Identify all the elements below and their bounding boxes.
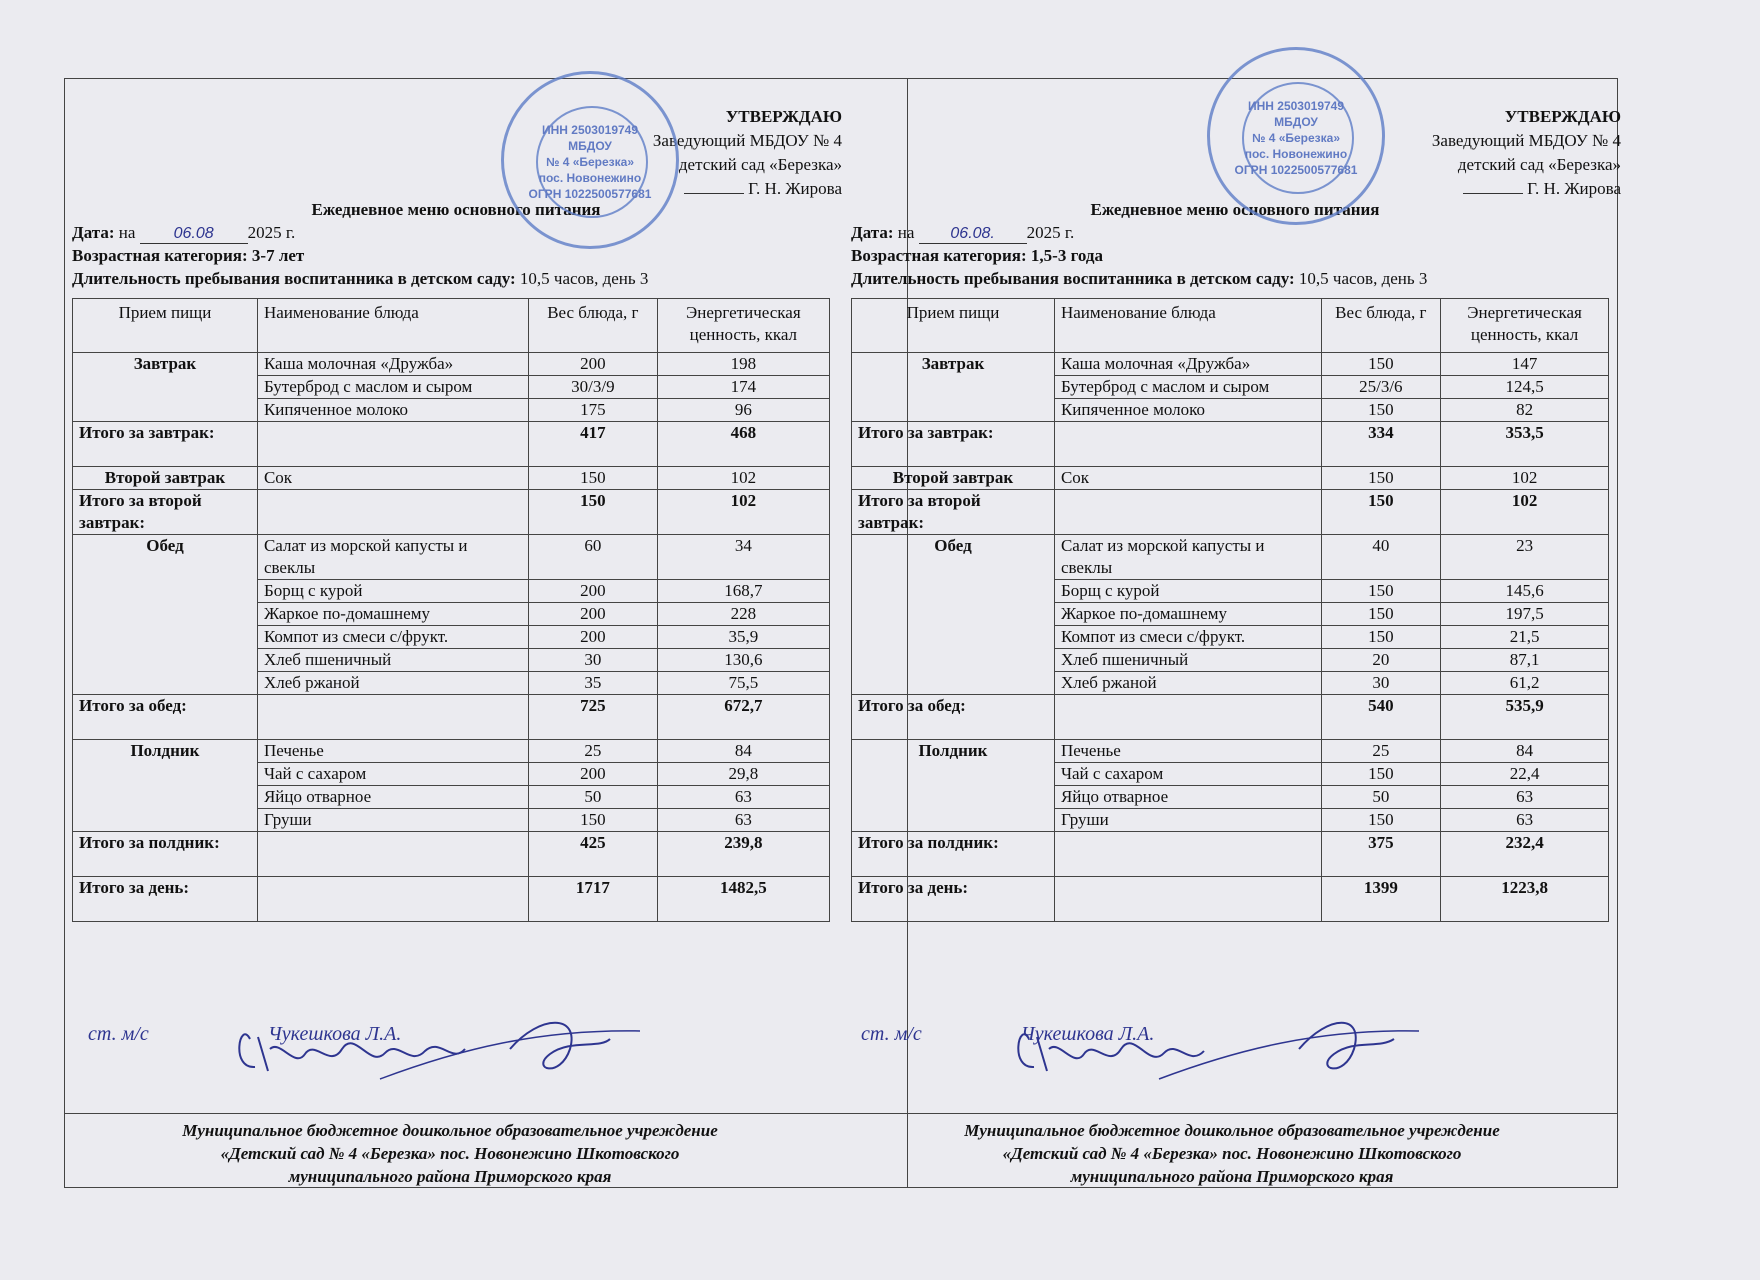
cell-kcal: 228 bbox=[657, 603, 829, 626]
stamp-line: ИНН 2503019749 bbox=[1247, 99, 1345, 113]
approval-position: Заведующий МБДОУ № 4 bbox=[1431, 131, 1621, 150]
cell-meal: Итого за завтрак: bbox=[73, 422, 258, 467]
cell-meal: Итого за второй завтрак: bbox=[73, 490, 258, 535]
cell-dish: Сок bbox=[1054, 467, 1321, 490]
cell-weight: 200 bbox=[529, 353, 658, 376]
cell-kcal: 21,5 bbox=[1441, 626, 1609, 649]
cell-kcal: 672,7 bbox=[657, 695, 829, 740]
table-row bbox=[73, 740, 830, 763]
approval-org: детский сад «Березка» bbox=[1457, 155, 1621, 174]
cell-dish: Жаркое по-домашнему bbox=[257, 603, 528, 626]
cell-meal: Полдник bbox=[73, 740, 258, 832]
cell-weight: 150 bbox=[1321, 353, 1441, 376]
table-row-total bbox=[852, 422, 1609, 467]
cell-kcal: 353,5 bbox=[1441, 422, 1609, 467]
date-suffix: 2025 г. bbox=[247, 223, 296, 242]
cell-kcal: 168,7 bbox=[657, 580, 829, 603]
cell-kcal: 75,5 bbox=[657, 672, 829, 695]
cell-dish: Жаркое по-домашнему bbox=[1054, 603, 1321, 626]
table-row-total bbox=[852, 490, 1609, 535]
cell-dish bbox=[257, 490, 528, 535]
stamp-line: № 4 «Березка» bbox=[545, 155, 634, 169]
approval-org: детский сад «Березка» bbox=[678, 155, 842, 174]
cell-meal: Полдник bbox=[852, 740, 1055, 832]
header-dish: Наименование блюда bbox=[257, 299, 528, 353]
cell-meal: Второй завтрак bbox=[73, 467, 258, 490]
age-label: Возрастная категория: bbox=[72, 246, 248, 265]
cell-weight: 60 bbox=[529, 535, 658, 580]
cell-weight: 25/3/6 bbox=[1321, 376, 1441, 399]
left-approval-block bbox=[653, 105, 842, 201]
approval-title: УТВЕРЖДАЮ bbox=[1504, 107, 1621, 126]
cell-weight: 50 bbox=[529, 786, 658, 809]
cell-kcal: 84 bbox=[657, 740, 829, 763]
table-row-total bbox=[73, 695, 830, 740]
cell-dish: Салат из морской капусты и свеклы bbox=[1054, 535, 1321, 580]
cell-weight: 150 bbox=[1321, 490, 1441, 535]
cell-dish: Компот из смеси с/фрукт. bbox=[257, 626, 528, 649]
cell-meal: Завтрак bbox=[73, 353, 258, 422]
cell-meal: Итого за завтрак: bbox=[852, 422, 1055, 467]
cell-dish bbox=[1054, 832, 1321, 877]
footer-line: муниципального района Приморского края bbox=[1070, 1167, 1394, 1186]
cell-dish: Яйцо отварное bbox=[1054, 786, 1321, 809]
cell-dish: Борщ с курой bbox=[257, 580, 528, 603]
approval-signature-line bbox=[684, 193, 744, 194]
cell-kcal: 61,2 bbox=[1441, 672, 1609, 695]
cell-kcal: 468 bbox=[657, 422, 829, 467]
duration-value: 10,5 часов, день 3 bbox=[1298, 269, 1428, 288]
cell-kcal: 102 bbox=[657, 490, 829, 535]
cell-weight: 150 bbox=[529, 467, 658, 490]
menu-table-left bbox=[72, 298, 830, 922]
left-nurse-title: ст. м/с bbox=[88, 1023, 149, 1045]
table-row-total bbox=[73, 422, 830, 467]
cell-dish bbox=[1054, 877, 1321, 922]
cell-weight: 425 bbox=[529, 832, 658, 877]
cell-weight: 40 bbox=[1321, 535, 1441, 580]
age-value: 3-7 лет bbox=[251, 246, 305, 265]
cell-dish: Сок bbox=[257, 467, 528, 490]
cell-kcal: 239,8 bbox=[657, 832, 829, 877]
menu-table-right bbox=[851, 298, 1609, 922]
menu-sheet bbox=[64, 78, 1621, 1188]
cell-kcal: 22,4 bbox=[1441, 763, 1609, 786]
cell-weight: 20 bbox=[1321, 649, 1441, 672]
menu-meta bbox=[851, 221, 1427, 290]
duration-value: 10,5 часов, день 3 bbox=[519, 269, 649, 288]
cell-dish: Бутерброд с маслом и сыром bbox=[257, 376, 528, 399]
footer-line: «Детский сад № 4 «Березка» пос. Новонежино Шкотовского bbox=[1002, 1144, 1462, 1163]
cell-weight: 200 bbox=[529, 763, 658, 786]
header-dish: Наименование блюда bbox=[1054, 299, 1321, 353]
cell-dish: Борщ с курой bbox=[1054, 580, 1321, 603]
cell-kcal: 102 bbox=[1441, 490, 1609, 535]
table-row bbox=[852, 740, 1609, 763]
date-label: Дата: bbox=[851, 223, 894, 242]
cell-kcal: 96 bbox=[657, 399, 829, 422]
table-row-total bbox=[852, 877, 1609, 922]
right-footer-org bbox=[847, 1115, 1617, 1191]
cell-dish: Груши bbox=[1054, 809, 1321, 832]
cell-weight: 150 bbox=[529, 809, 658, 832]
header-meal: Прием пищи bbox=[73, 299, 258, 353]
stamp-line: ОГРН 1022500577681 bbox=[1234, 163, 1358, 177]
approval-position: Заведующий МБДОУ № 4 bbox=[652, 131, 842, 150]
cell-dish bbox=[257, 695, 528, 740]
table-row-total bbox=[852, 832, 1609, 877]
right-official-stamp bbox=[1207, 47, 1385, 225]
cell-weight: 30/3/9 bbox=[529, 376, 658, 399]
cell-weight: 150 bbox=[529, 490, 658, 535]
cell-dish: Каша молочная «Дружба» bbox=[257, 353, 528, 376]
cell-meal: Второй завтрак bbox=[852, 467, 1055, 490]
table-row bbox=[852, 353, 1609, 376]
cell-kcal: 82 bbox=[1441, 399, 1609, 422]
cell-kcal: 197,5 bbox=[1441, 603, 1609, 626]
cell-dish: Кипяченное молоко bbox=[1054, 399, 1321, 422]
approval-name: Г. Н. Жирова bbox=[1527, 179, 1621, 198]
cell-weight: 25 bbox=[1321, 740, 1441, 763]
cell-weight: 150 bbox=[1321, 626, 1441, 649]
cell-weight: 200 bbox=[529, 603, 658, 626]
cell-dish bbox=[257, 422, 528, 467]
cell-kcal: 145,6 bbox=[1441, 580, 1609, 603]
cell-dish: Яйцо отварное bbox=[257, 786, 528, 809]
cell-kcal: 174 bbox=[657, 376, 829, 399]
cell-kcal: 35,9 bbox=[657, 626, 829, 649]
right-nurse-name: Чукешкова Л.А. bbox=[1021, 1023, 1155, 1045]
cell-weight: 150 bbox=[1321, 399, 1441, 422]
duration-label: Длительность пребывания воспитанника в детском саду: bbox=[851, 269, 1295, 288]
cell-meal: Итого за второй завтрак: bbox=[852, 490, 1055, 535]
cell-meal: Итого за полдник: bbox=[73, 832, 258, 877]
cell-dish: Печенье bbox=[257, 740, 528, 763]
cell-dish: Хлеб ржаной bbox=[257, 672, 528, 695]
left-footer-org bbox=[65, 1115, 835, 1191]
cell-kcal: 1482,5 bbox=[657, 877, 829, 922]
date-prefix: на bbox=[118, 223, 136, 242]
date-prefix: на bbox=[897, 223, 915, 242]
cell-dish: Салат из морской капусты и свеклы bbox=[257, 535, 528, 580]
cell-meal: Обед bbox=[73, 535, 258, 695]
cell-meal: Обед bbox=[852, 535, 1055, 695]
cell-meal: Итого за день: bbox=[73, 877, 258, 922]
cell-kcal: 63 bbox=[657, 786, 829, 809]
cell-dish: Бутерброд с маслом и сыром bbox=[1054, 376, 1321, 399]
cell-dish bbox=[257, 877, 528, 922]
cell-weight: 200 bbox=[529, 626, 658, 649]
cell-kcal: 535,9 bbox=[1441, 695, 1609, 740]
cell-weight: 150 bbox=[1321, 763, 1441, 786]
cell-dish bbox=[1054, 695, 1321, 740]
cell-dish bbox=[1054, 422, 1321, 467]
menu-title: Ежедневное меню основного питания bbox=[311, 200, 601, 219]
stamp-line: № 4 «Березка» bbox=[1251, 131, 1340, 145]
cell-dish: Хлеб ржаной bbox=[1054, 672, 1321, 695]
cell-dish: Чай с сахаром bbox=[257, 763, 528, 786]
header-kcal: Энергетическая ценность, ккал bbox=[657, 299, 829, 353]
approval-name: Г. Н. Жирова bbox=[748, 179, 842, 198]
header-weight: Вес блюда, г bbox=[1321, 299, 1441, 353]
right-nurse-title: ст. м/с bbox=[861, 1023, 922, 1045]
left-nurse-name: Чукешкова Л.А. bbox=[268, 1023, 402, 1045]
stamp-line: ИНН 2503019749 bbox=[541, 123, 639, 137]
date-value: 06.08. bbox=[919, 225, 1027, 244]
cell-weight: 50 bbox=[1321, 786, 1441, 809]
menu-title: Ежедневное меню основного питания bbox=[1090, 200, 1380, 219]
cell-dish: Хлеб пшеничный bbox=[1054, 649, 1321, 672]
right-approval-block bbox=[1432, 105, 1621, 201]
stamp-line: ОГРН 1022500577681 bbox=[528, 187, 652, 201]
stamp-line: пос. Новонежино bbox=[1244, 147, 1348, 161]
approval-title: УТВЕРЖДАЮ bbox=[725, 107, 842, 126]
table-row bbox=[852, 467, 1609, 490]
table-row bbox=[852, 535, 1609, 580]
cell-kcal: 198 bbox=[657, 353, 829, 376]
date-label: Дата: bbox=[72, 223, 115, 242]
cell-weight: 150 bbox=[1321, 467, 1441, 490]
stamp-line: МБДОУ bbox=[1274, 115, 1318, 129]
cell-dish: Груши bbox=[257, 809, 528, 832]
cell-weight: 1399 bbox=[1321, 877, 1441, 922]
table-row bbox=[73, 353, 830, 376]
cell-weight: 375 bbox=[1321, 832, 1441, 877]
cell-weight: 417 bbox=[529, 422, 658, 467]
cell-weight: 200 bbox=[529, 580, 658, 603]
cell-weight: 30 bbox=[529, 649, 658, 672]
cell-meal: Завтрак bbox=[852, 353, 1055, 422]
cell-dish bbox=[257, 832, 528, 877]
cell-weight: 30 bbox=[1321, 672, 1441, 695]
cell-kcal: 29,8 bbox=[657, 763, 829, 786]
footer-line: Муниципальное бюджетное дошкольное образовательное учреждение bbox=[182, 1121, 718, 1140]
stamp-line: МБДОУ bbox=[568, 139, 612, 153]
cell-weight: 1717 bbox=[529, 877, 658, 922]
cell-dish: Печенье bbox=[1054, 740, 1321, 763]
table-row-total bbox=[852, 695, 1609, 740]
table-row-total bbox=[73, 490, 830, 535]
cell-dish: Хлеб пшеничный bbox=[257, 649, 528, 672]
cell-kcal: 1223,8 bbox=[1441, 877, 1609, 922]
cell-dish: Каша молочная «Дружба» bbox=[1054, 353, 1321, 376]
cell-kcal: 232,4 bbox=[1441, 832, 1609, 877]
cell-dish bbox=[1054, 490, 1321, 535]
stamp-text bbox=[1210, 98, 1382, 178]
cell-kcal: 63 bbox=[657, 809, 829, 832]
cell-kcal: 147 bbox=[1441, 353, 1609, 376]
stamp-text bbox=[504, 122, 676, 202]
cell-weight: 540 bbox=[1321, 695, 1441, 740]
left-official-stamp bbox=[501, 71, 679, 249]
cell-kcal: 34 bbox=[657, 535, 829, 580]
cell-kcal: 63 bbox=[1441, 786, 1609, 809]
footer-divider bbox=[65, 1113, 1617, 1114]
cell-weight: 150 bbox=[1321, 580, 1441, 603]
header-kcal: Энергетическая ценность, ккал bbox=[1441, 299, 1609, 353]
table-row-total bbox=[73, 877, 830, 922]
cell-weight: 150 bbox=[1321, 809, 1441, 832]
cell-kcal: 63 bbox=[1441, 809, 1609, 832]
cell-meal: Итого за полдник: bbox=[852, 832, 1055, 877]
cell-meal: Итого за день: bbox=[852, 877, 1055, 922]
table-row bbox=[73, 467, 830, 490]
age-label: Возрастная категория: bbox=[851, 246, 1027, 265]
footer-line: «Детский сад № 4 «Березка» пос. Новонежино Шкотовского bbox=[220, 1144, 680, 1163]
date-value: 06.08 bbox=[140, 225, 248, 244]
approval-signature-line bbox=[1463, 193, 1523, 194]
cell-weight: 150 bbox=[1321, 603, 1441, 626]
cell-meal: Итого за обед: bbox=[73, 695, 258, 740]
cell-kcal: 102 bbox=[657, 467, 829, 490]
age-value: 1,5-3 года bbox=[1030, 246, 1103, 265]
footer-line: муниципального района Приморского края bbox=[288, 1167, 612, 1186]
cell-kcal: 102 bbox=[1441, 467, 1609, 490]
cell-dish: Компот из смеси с/фрукт. bbox=[1054, 626, 1321, 649]
cell-dish: Кипяченное молоко bbox=[257, 399, 528, 422]
footer-line: Муниципальное бюджетное дошкольное образовательное учреждение bbox=[964, 1121, 1500, 1140]
stamp-line: пос. Новонежино bbox=[538, 171, 642, 185]
cell-kcal: 84 bbox=[1441, 740, 1609, 763]
table-row bbox=[73, 535, 830, 580]
header-weight: Вес блюда, г bbox=[529, 299, 658, 353]
cell-kcal: 87,1 bbox=[1441, 649, 1609, 672]
cell-weight: 25 bbox=[529, 740, 658, 763]
cell-weight: 35 bbox=[529, 672, 658, 695]
cell-weight: 334 bbox=[1321, 422, 1441, 467]
cell-meal: Итого за обед: bbox=[852, 695, 1055, 740]
date-suffix: 2025 г. bbox=[1026, 223, 1075, 242]
cell-dish: Чай с сахаром bbox=[1054, 763, 1321, 786]
cell-weight: 725 bbox=[529, 695, 658, 740]
table-row-total bbox=[73, 832, 830, 877]
cell-kcal: 124,5 bbox=[1441, 376, 1609, 399]
cell-weight: 175 bbox=[529, 399, 658, 422]
duration-label: Длительность пребывания воспитанника в детском саду: bbox=[72, 269, 516, 288]
cell-kcal: 130,6 bbox=[657, 649, 829, 672]
cell-kcal: 23 bbox=[1441, 535, 1609, 580]
header-meal: Прием пищи bbox=[852, 299, 1055, 353]
